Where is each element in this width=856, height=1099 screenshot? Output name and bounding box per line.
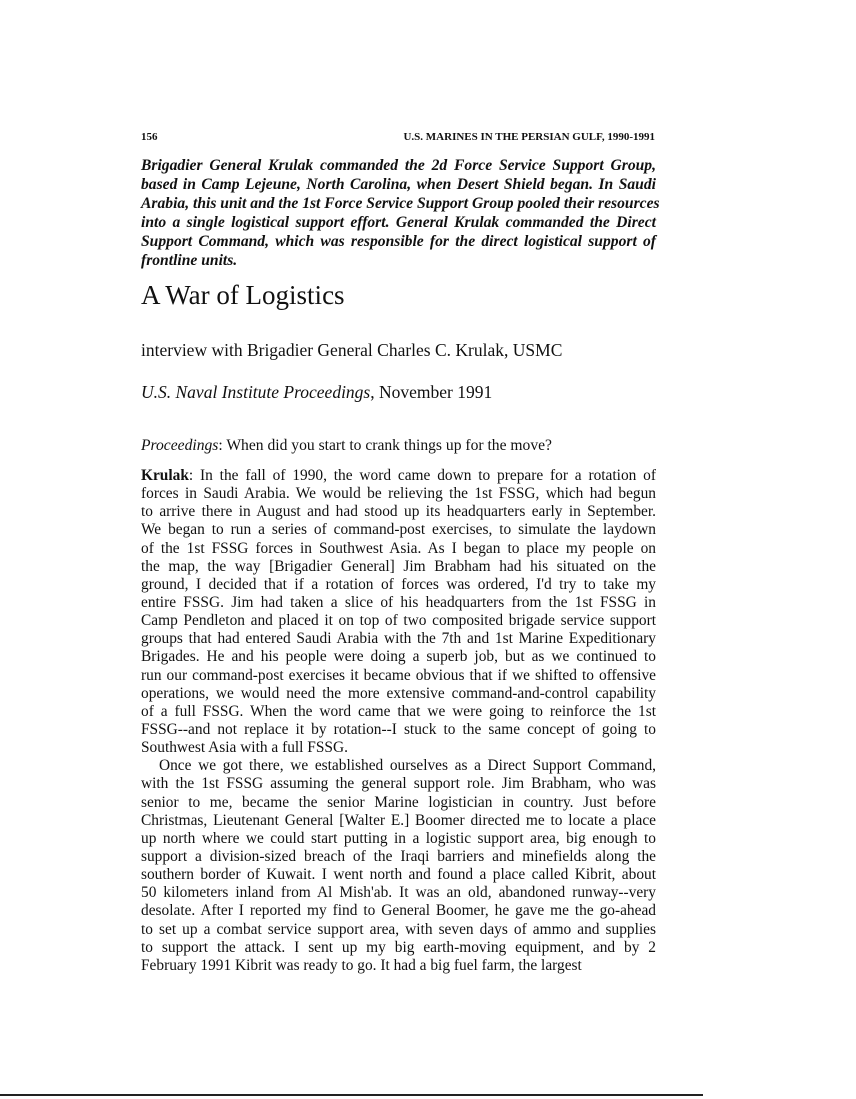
text-line: of a full FSSG. When the word came that we were going to reinforce the 1st: [141, 702, 656, 720]
text-line: Southwest Asia with a full FSSG.: [141, 739, 348, 757]
text-line: run our command-post exercises it became obvious that if we shifted to offensive: [141, 666, 656, 684]
text-line: Christmas, Lieutenant General [Walter E.] Boomer directed me to locate a place: [141, 811, 656, 829]
byline: interview with Brigadier General Charles C. Krulak, USMC: [141, 340, 563, 360]
question-text: : When did you start to crank things up for the move?: [218, 437, 552, 454]
answer-body: [141, 467, 656, 975]
text-line: based in Camp Lejeune, North Carolina, when Desert Shield began. In Saudi: [141, 176, 656, 193]
running-title: U.S. MARINES IN THE PERSIAN GULF, 1990-1991: [403, 131, 655, 143]
text-line: FSSG--and not replace it by rotation--I stuck to the same concept of going to: [141, 720, 656, 738]
source-line: [141, 382, 492, 403]
text-line: frontline units.: [141, 252, 238, 269]
text-line: Brigadier General Krulak commanded the 2d Force Service Support Group,: [141, 157, 656, 174]
text-line: Camp Pendleton and placed it on top of two composited brigade service support: [141, 612, 656, 630]
text-line: groups that had entered Saudi Arabia with the 7th and 1st Marine Expeditionary: [141, 630, 656, 648]
text-line: 50 kilometers inland from Al Mish'ab. It was an old, abandoned runway--very: [141, 884, 656, 902]
text-line: into a single logistical support effort. General Krulak commanded the Direct: [141, 214, 656, 231]
text-line: southern border of Kuwait. I went north and found a place called Kibrit, about: [141, 866, 656, 884]
text-line: We began to run a series of command-post exercises, to simulate the laydown: [141, 521, 656, 539]
running-header: [141, 131, 655, 143]
text-line: Once we got there, we established ourselves as a Direct Support Command,: [159, 757, 656, 775]
question: [141, 437, 552, 455]
text-line: support a division-sized breach of the Iraqi barriers and minefields along the: [141, 847, 656, 865]
text-line: to set up a combat service support area, with seven days of ammo and supplies: [141, 920, 656, 938]
publication-name: U.S. Naval Institute Proceedings: [141, 382, 371, 402]
article-title: A War of Logistics: [141, 280, 345, 310]
text-line: operations, we would need the more extensive command-and-control capability: [141, 684, 656, 702]
answer-speaker: Krulak: [141, 467, 189, 484]
intro-paragraph: [141, 156, 660, 270]
text-line: senior to me, became the senior Marine logistician in country. Just before: [141, 793, 656, 811]
bottom-rule: [0, 1094, 703, 1096]
text-line: February 1991 Kibrit was ready to go. It had a big fuel farm, the largest: [141, 956, 582, 974]
text-line: with the 1st FSSG assuming the general support role. Jim Brabham, who was: [141, 775, 656, 793]
text-line: forces in Saudi Arabia. We would be relieving the 1st FSSG, which had begun: [141, 485, 656, 503]
page-number: 156: [141, 131, 158, 143]
text-line: entire FSSG. Jim had taken a slice of his headquarters from the 1st FSSG in: [141, 593, 656, 611]
text-line: Arabia, this unit and the 1st Force Service Support Group pooled their resources: [141, 195, 660, 212]
text-line: Krulak: In the fall of 1990, the word came down to prepare for a rotation of: [141, 467, 656, 484]
text-line: of the 1st FSSG forces in Southwest Asia. As I began to place my people on: [141, 539, 656, 557]
publication-date: , November 1991: [370, 382, 493, 402]
text-line: up north where we could start putting in a logistic support area, big enough to: [141, 829, 656, 847]
text-line: the map, the way [Brigadier General] Jim Brabham had his situated on the: [141, 557, 656, 575]
text-line: ground, I decided that if a rotation of forces was ordered, I'd try to take my: [141, 575, 656, 593]
text-line: desolate. After I reported my find to General Boomer, he gave me the go-ahead: [141, 902, 656, 920]
question-speaker: Proceedings: [141, 437, 219, 454]
text-line: to arrive there in August and had stood up its headquarters early in September.: [141, 503, 656, 521]
text-line: to support the attack. I sent up my big earth-moving equipment, and by 2: [141, 938, 656, 956]
text-line: Support Command, which was responsible for the direct logistical support of: [141, 233, 656, 250]
text-line: Brigades. He and his people were doing a superb job, but as we continued to: [141, 648, 656, 666]
